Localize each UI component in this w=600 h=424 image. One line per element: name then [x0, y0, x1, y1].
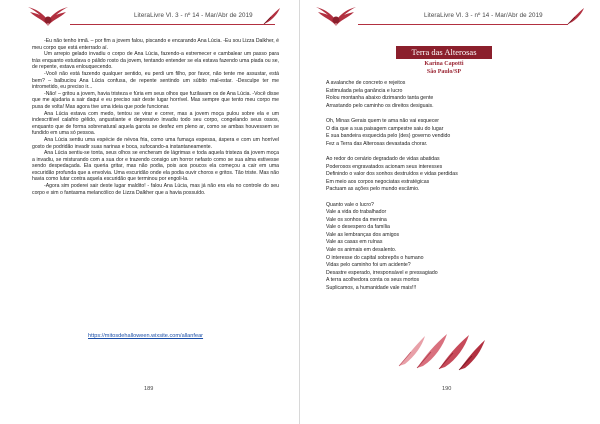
- quill-icon: [262, 7, 282, 25]
- poem-line: Oh, Minas Gerais quem te ama não vai esquecer: [326, 117, 440, 124]
- poem-line: Vale as casas em ruínas: [326, 239, 383, 246]
- poem-line: Vale a vida do trabalhador: [326, 209, 387, 216]
- stanza: [326, 118, 566, 148]
- poem-line: Vale os sonhos da menina: [326, 216, 387, 223]
- paragraph: -Agora sim poderei sair deste lugar maldito! - falou Ana Lúcia, mas já não era ela no controle do seu corpo e sim o fantasma melancólico de Lizza Dalkher que a havia possuído.: [32, 183, 279, 196]
- poem-line: Estimulada pela ganância e lucro: [326, 87, 403, 94]
- paragraph: -Você não está fazendo qualquer sentido, eu perdi um filho, por favor, não tente me assustar, está bem? – balbuciou Ana Lúcia confusa, de repente sentindo um súbito mal-estar. -Desculpe ter me intrometido, eu preciso ir...: [32, 70, 279, 91]
- paragraph: Ana Lúcia sentiu-se tonta, seus olhos se encheram de lágrimas e toda aquela tristeza da jovem moça a invadiu, se misturando com a sua dor e trazendo consigo um horror nefasto como se sua alma estivesse sendo despedaçada. Ela queria gritar, mas não podia, pois aos poucos ela começou a cair em uma escuridão profunda que a envolvia. Uma escuridão onde ela podia ouvir choros e gritos. Tão triste. Mas não havia como lutar contra aquela escuridão que terminou por engoli-la.: [32, 150, 279, 183]
- poem-title: Terra das Alterosas: [396, 46, 492, 59]
- poem-line: Vidas pelo caminho foi um acidente?: [326, 262, 411, 269]
- poem-line: E sua bandeira esquecida pelo (des) governo vendido: [326, 133, 451, 140]
- poem-line: Definindo o valor dos sonhos destruídos e vidas perdidas: [326, 171, 458, 178]
- paragraph: Um arrepio gelado invadiu o corpo de Ana Lúcia, fazendo-a estremecer e cambalear um passo para trás enquanto estudava o pálido rosto da jovem, tentando entender se ela estava fazendo uma piada ou se, de repente, estava enlouquecendo.: [32, 51, 279, 71]
- author-place: São Paulo/SP: [426, 68, 462, 75]
- author-name: Karina Capotti: [424, 61, 464, 67]
- stanza: [326, 80, 566, 110]
- page-number-left: 189: [144, 386, 154, 392]
- poem-line: A terra acolhedora conta os seus mortos: [326, 277, 420, 284]
- poem-line: Vale os animais em desalento.: [326, 247, 397, 254]
- header-rule: [358, 24, 568, 25]
- poem-line: Desastre esperado, irresponsável e pressagiado: [326, 269, 438, 276]
- poem-line: Fez a Terra das Alterosas devastada chorar.: [326, 140, 428, 147]
- header-rule: [70, 24, 275, 25]
- poem-line: Suplicamos, a humanidade vale mais!!!: [326, 285, 417, 292]
- poem-line: Vale o desespero da família: [326, 224, 390, 231]
- paragraph: -Não! – gritou a jovem, havia tristeza e fúria em seus olhos que fuzilavam os de Ana Lúcia. -Você disse que me ajudaria a sair daqui e eu preciso sair deste lugar horrível. Mas sempre que tento meu corpo me puxa de volta! Mas agora tive uma ideia que pode funcionar.: [32, 90, 279, 110]
- feathers-decoration-icon: [395, 330, 487, 372]
- poem-line: Rolou montanha abaixo dizimando tanta gente: [326, 95, 434, 102]
- page-number-right: 190: [442, 386, 452, 392]
- poem-line: Ao redor do cenário degradado de vidas abatidas: [326, 155, 440, 162]
- winged-heart-logo-icon: [26, 6, 70, 28]
- author-website-link[interactable]: https://mitosdehalloween.wixsite.com/allanfear: [88, 333, 204, 339]
- paragraph: -Eu não tenho irmã. – por fim a jovem falou, piscando e encarando Ana Lúcia. -Eu sou Lizza Dalkher, é meu corpo que está enterrado aí.: [32, 38, 279, 51]
- poem-line: A avalanche de concreto e rejeitos: [326, 80, 406, 86]
- poem-line: Poderosos engravatados acionam seus interesses: [326, 163, 443, 170]
- poem-line: Vale as lembranças dos amigos: [326, 231, 400, 238]
- poem-line: Em meio aos corpos negociatas estratégicas: [326, 178, 430, 185]
- poem-body: [326, 80, 566, 300]
- paragraph: Ana Lúcia sentiu uma espécie de névoa fria, como uma fumaça espessa, áspera e com um horrível gosto de podridão invadir suas narinas e boca, sufocando-a instantaneamente.: [32, 136, 279, 150]
- story-text: [32, 38, 279, 196]
- stanza: [326, 156, 566, 194]
- running-header: LiteraLivre Vl. 3 - nº 14 - Mar/Abr de 2019: [134, 12, 253, 19]
- winged-heart-logo-icon: [314, 6, 358, 28]
- running-header: LiteraLivre Vl. 3 - nº 14 - Mar/Abr de 2019: [424, 12, 543, 19]
- paragraph: Ana Lúcia estava com medo, tentou se virar e correr, mas a jovem moça pulou sobre ela e um indescritível calafrio gélido, angustiante e depressivo invadiu todo seu corpo, congelando seus ossos, enquanto que de forma sobrenatural aquela garota se desfez em pleno ar, como se ambas houvessem se fundido em uma só pessoa.: [32, 110, 279, 137]
- poem-line: O dia que a sua paisagem campestre saiu do lugar: [326, 125, 444, 132]
- poem-line: O interesse do capital sobrepõs o humano: [326, 254, 424, 261]
- poem-author: [396, 61, 492, 76]
- quill-icon: [566, 7, 586, 25]
- poem-line: Pactuam as ações pelo mundo escâmio.: [326, 186, 420, 193]
- poem-line: Arrastando pelo caminho os direitos desiguais.: [326, 102, 434, 109]
- poem-line: Quanto vale o lucro?: [326, 201, 374, 208]
- stanza: [326, 202, 566, 293]
